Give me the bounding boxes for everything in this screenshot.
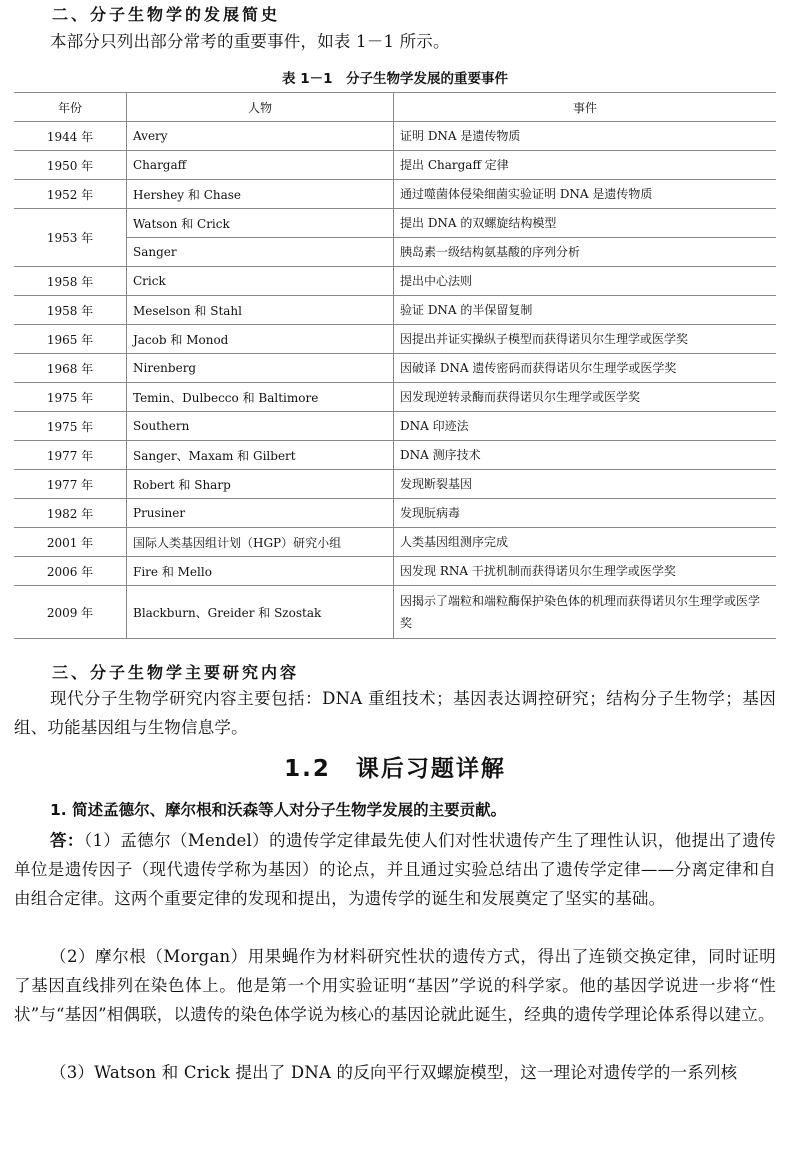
table-header-row	[14, 93, 776, 122]
cell-person: Sanger、Maxam 和 Gilbert	[127, 441, 394, 470]
cell-person: Meselson 和 Stahl	[127, 296, 394, 325]
header-year: 年份	[14, 93, 127, 122]
answer-paragraph-1	[14, 826, 776, 913]
table-row	[14, 238, 776, 267]
section2-heading: 二、分子生物学的发展简史	[52, 5, 281, 24]
cell-person: 国际人类基因组计划（HGP）研究小组	[127, 528, 394, 557]
cell-event: 验证 DNA 的半保留复制	[394, 296, 777, 325]
cell-event: 人类基因组测序完成	[394, 528, 777, 557]
cell-year: 1952 年	[14, 180, 127, 209]
cell-person: Chargaff	[127, 151, 394, 180]
cell-event: 发现朊病毒	[394, 499, 777, 528]
cell-year: 1958 年	[14, 296, 127, 325]
section3-body: 现代分子生物学研究内容主要包括：DNA 重组技术；基因表达调控研究；结构分子生物学；基因组、功能基因组与生物信息学。	[14, 689, 776, 737]
section2-intro: 本部分只列出部分常考的重要事件，如表 1－1 所示。	[50, 32, 450, 51]
table-row	[14, 528, 776, 557]
cell-event: 因发现逆转录酶而获得诺贝尔生理学或医学奖	[394, 383, 777, 412]
cell-event: 发现断裂基因	[394, 470, 777, 499]
cell-event: 提出 DNA 的双螺旋结构模型	[394, 209, 777, 238]
cell-event: 因发现 RNA 干扰机制而获得诺贝尔生理学或医学奖	[394, 557, 777, 586]
cell-year: 1953 年	[14, 209, 127, 267]
cell-year: 1944 年	[14, 122, 127, 151]
table-row	[14, 209, 776, 238]
table-row	[14, 499, 776, 528]
cell-year: 1977 年	[14, 441, 127, 470]
cell-person: Hershey 和 Chase	[127, 180, 394, 209]
table-row	[14, 441, 776, 470]
question-1: 1. 简述孟德尔、摩尔根和沃森等人对分子生物学发展的主要贡献。	[50, 801, 507, 819]
cell-person: Jacob 和 Monod	[127, 325, 394, 354]
cell-person: Sanger	[127, 238, 394, 267]
section-1-2-title: 1.2 课后习题详解	[284, 756, 506, 782]
cell-year: 2009 年	[14, 586, 127, 639]
table-row	[14, 557, 776, 586]
table-row	[14, 412, 776, 441]
cell-event: DNA 印迹法	[394, 412, 777, 441]
answer-paragraph-3: （3）Watson 和 Crick 提出了 DNA 的反向平行双螺旋模型，这一理论对遗传学的一系列核	[50, 1063, 738, 1082]
cell-event: 证明 DNA 是遗传物质	[394, 122, 777, 151]
answer-label: 答：	[50, 831, 84, 850]
cell-year: 2001 年	[14, 528, 127, 557]
table-row	[14, 325, 776, 354]
cell-year: 1975 年	[14, 412, 127, 441]
table-row	[14, 180, 776, 209]
cell-person: Watson 和 Crick	[127, 209, 394, 238]
cell-year: 1977 年	[14, 470, 127, 499]
cell-event: 通过噬菌体侵染细菌实验证明 DNA 是遗传物质	[394, 180, 777, 209]
cell-event: 因提出并证实操纵子模型而获得诺贝尔生理学或医学奖	[394, 325, 777, 354]
cell-year: 1965 年	[14, 325, 127, 354]
cell-person: Robert 和 Sharp	[127, 470, 394, 499]
table-row	[14, 122, 776, 151]
answer-p1-text: （1）孟德尔（Mendel）的遗传学定律最先使人们对性状遗传产生了理性认识，他提出了遗传单位是遗传因子（现代遗传学称为基因）的论点，并且通过实验总结出了遗传学定律——分离定律和自由组合定律。这两个重要定律的发现和提出，为遗传学的诞生和发展奠定了坚实的基础。	[14, 831, 776, 908]
table-row	[14, 470, 776, 499]
section3-heading: 三、分子生物学主要研究内容	[52, 663, 300, 682]
header-person: 人物	[127, 93, 394, 122]
table-row	[14, 151, 776, 180]
cell-person: Prusiner	[127, 499, 394, 528]
table-row	[14, 383, 776, 412]
table-caption: 表 1－1 分子生物学发展的重要事件	[282, 71, 508, 87]
cell-year: 2006 年	[14, 557, 127, 586]
cell-person: Southern	[127, 412, 394, 441]
answer-paragraph-2: （2）摩尔根（Morgan）用果蝇作为材料研究性状的遗传方式，得出了连锁交换定律，同时证明了基因直线排列在染色体上。他是第一个用实验证明“基因”学说的科学家。他的基因学说进一步将“性状”与“基因”相偶联，以遗传的染色体学说为核心的基因论就此诞生，经典的遗传学理论体系得以建立。	[14, 947, 776, 1024]
cell-person: Crick	[127, 267, 394, 296]
cell-year: 1950 年	[14, 151, 127, 180]
cell-person: Blackburn、Greider 和 Szostak	[127, 586, 394, 639]
cell-event: 提出 Chargaff 定律	[394, 151, 777, 180]
cell-person: Fire 和 Mello	[127, 557, 394, 586]
table-row	[14, 267, 776, 296]
table-row	[14, 354, 776, 383]
cell-year: 1958 年	[14, 267, 127, 296]
cell-year: 1982 年	[14, 499, 127, 528]
cell-event: DNA 测序技术	[394, 441, 777, 470]
cell-year: 1968 年	[14, 354, 127, 383]
cell-year: 1975 年	[14, 383, 127, 412]
events-table	[14, 92, 776, 639]
cell-event: 因揭示了端粒和端粒酶保护染色体的机理而获得诺贝尔生理学或医学奖	[394, 586, 777, 639]
cell-person: Nirenberg	[127, 354, 394, 383]
cell-person: Temin、Dulbecco 和 Baltimore	[127, 383, 394, 412]
header-event: 事件	[394, 93, 777, 122]
table-row	[14, 586, 776, 639]
table-row	[14, 296, 776, 325]
cell-person: Avery	[127, 122, 394, 151]
cell-event: 因破译 DNA 遗传密码而获得诺贝尔生理学或医学奖	[394, 354, 777, 383]
cell-event: 提出中心法则	[394, 267, 777, 296]
cell-event: 胰岛素一级结构氨基酸的序列分析	[394, 238, 777, 267]
